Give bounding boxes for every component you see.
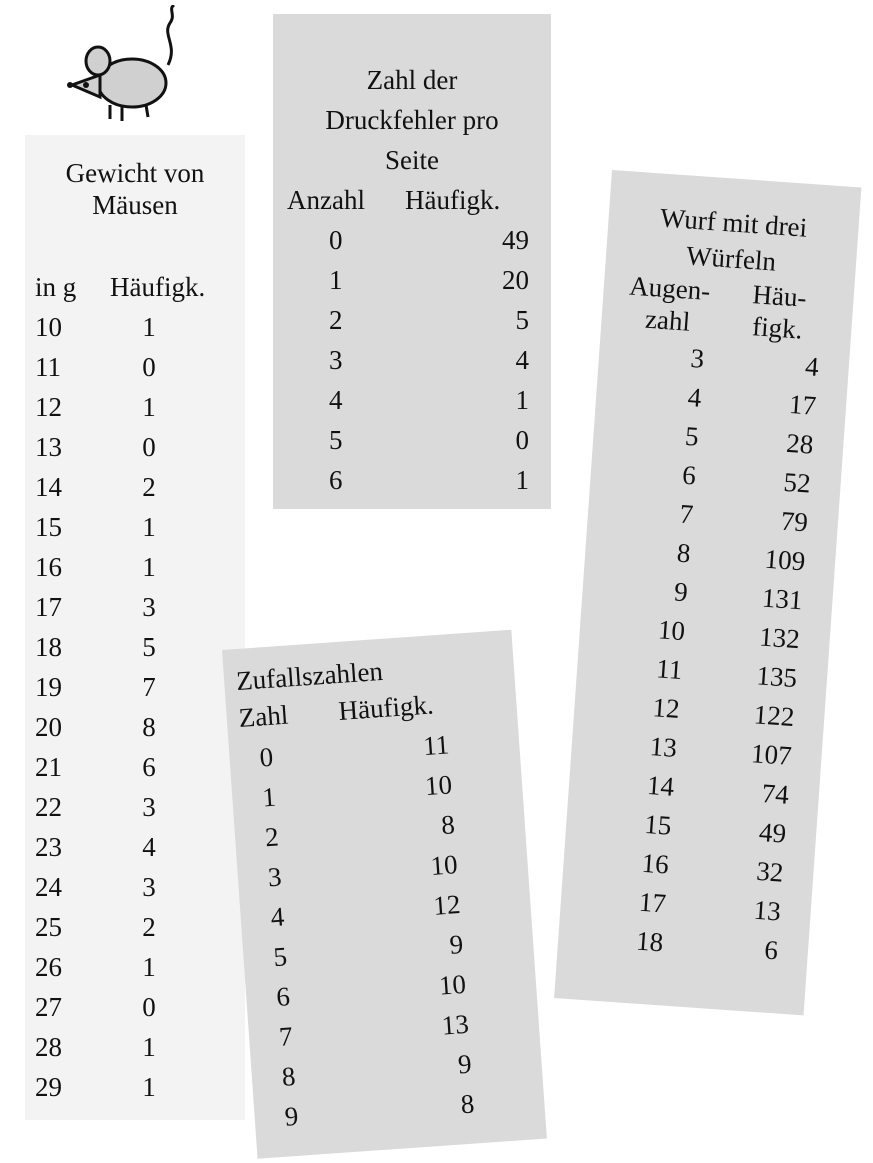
typo-title-line2: Druckfehler pro <box>325 105 499 135</box>
table-cell-value: 23 <box>35 832 62 862</box>
table-cell-value: 5 <box>684 420 700 452</box>
table-cell-value: 25 <box>35 912 62 942</box>
table-cell-value: 27 <box>35 992 62 1022</box>
table-row <box>35 507 245 547</box>
table-row <box>35 907 245 947</box>
table-cell-value: 19 <box>35 672 62 702</box>
typo-table-header <box>273 180 551 220</box>
table-cell-frequency: 5 <box>142 632 156 662</box>
table-cell-frequency: 49 <box>502 225 529 255</box>
table-cell-value: 7 <box>678 498 695 530</box>
table-cell-frequency: 4 <box>515 345 529 375</box>
table-cell-frequency: 0 <box>142 992 156 1022</box>
table-row <box>35 387 245 427</box>
table-cell-frequency: 1 <box>142 1032 156 1062</box>
table-cell-frequency: 0 <box>142 352 156 382</box>
table-cell-frequency: 3 <box>142 592 156 622</box>
table-cell-frequency: 6 <box>142 752 156 782</box>
table-cell-value: 17 <box>637 886 668 919</box>
table-cell-value: 18 <box>635 925 665 958</box>
table-cell-frequency: 1 <box>142 312 156 342</box>
table-cell-value: 13 <box>648 731 678 763</box>
dice-col-sum-line2: zahl <box>644 303 692 337</box>
table-cell-value: 5 <box>329 425 343 455</box>
mouse-table-title-line2: Mäusen <box>92 190 178 220</box>
table-cell-frequency: 8 <box>459 1088 476 1120</box>
table-cell-value: 5 <box>272 941 289 973</box>
random-table-rows <box>228 720 545 1139</box>
table-cell-frequency: 131 <box>760 582 804 616</box>
table-cell-value: 4 <box>269 901 286 933</box>
table-cell-frequency: 10 <box>437 968 467 1001</box>
table-cell-value: 7 <box>278 1021 294 1052</box>
table-cell-value: 3 <box>329 345 343 375</box>
table-cell-frequency: 4 <box>804 350 820 382</box>
table-row <box>35 707 245 747</box>
table-cell-value: 2 <box>264 821 280 853</box>
table-cell-value: 12 <box>651 692 681 724</box>
dice-col-frequency-line1: Häu- <box>751 279 808 313</box>
table-cell-frequency: 0 <box>142 432 156 462</box>
table-row <box>35 347 245 387</box>
table-cell-value: 9 <box>673 576 689 608</box>
random-number-table <box>222 630 547 1159</box>
table-cell-value: 8 <box>675 537 692 569</box>
table-cell-frequency: 1 <box>515 385 529 415</box>
table-row <box>35 1067 245 1107</box>
table-row <box>273 380 551 420</box>
table-row <box>35 1027 245 1067</box>
table-cell-value: 14 <box>646 769 676 802</box>
typo-col-frequency: Häufigk. <box>405 185 501 215</box>
table-cell-value: 24 <box>35 872 62 902</box>
table-cell-frequency: 10 <box>423 769 453 802</box>
table-cell-frequency: 8 <box>440 809 456 841</box>
table-cell-value: 15 <box>643 808 673 841</box>
table-cell-value: 16 <box>35 552 62 582</box>
table-cell-value: 17 <box>35 592 62 622</box>
table-cell-value: 21 <box>35 752 62 782</box>
table-cell-value: 14 <box>35 472 62 502</box>
random-col-frequency: Häufigk. <box>337 689 435 726</box>
typo-count-table <box>273 14 551 509</box>
table-row <box>273 220 551 260</box>
table-cell-value: 9 <box>283 1100 300 1132</box>
table-cell-value: 13 <box>35 432 62 462</box>
table-cell-value: 6 <box>329 465 343 495</box>
table-row <box>35 827 245 867</box>
table-cell-frequency: 1 <box>142 1072 156 1102</box>
table-cell-frequency: 109 <box>763 543 807 577</box>
table-cell-value: 6 <box>681 459 697 491</box>
table-cell-frequency: 132 <box>758 621 801 655</box>
table-cell-frequency: 1 <box>142 952 156 982</box>
table-row <box>35 547 245 587</box>
typo-title-line3: Seite <box>385 145 439 175</box>
dice-title-line2: Würfeln <box>685 240 778 277</box>
table-cell-frequency: 1 <box>515 465 529 495</box>
table-cell-value: 4 <box>329 385 343 415</box>
mouse-col-frequency: Häufigk. <box>110 272 206 302</box>
table-cell-frequency: 2 <box>142 912 156 942</box>
table-cell-frequency: 9 <box>456 1048 473 1080</box>
table-row <box>35 787 245 827</box>
table-cell-value: 12 <box>35 392 62 422</box>
table-row <box>273 340 551 380</box>
table-cell-value: 0 <box>258 741 275 773</box>
dice-table-rows <box>557 332 850 972</box>
table-cell-frequency: 6 <box>763 934 780 966</box>
table-cell-frequency: 79 <box>779 505 809 538</box>
table-row <box>273 460 551 500</box>
table-cell-frequency: 13 <box>752 894 782 927</box>
table-cell-value: 20 <box>35 712 62 742</box>
table-cell-frequency: 107 <box>750 738 793 771</box>
mouse-illustration <box>50 5 190 125</box>
mouse-table-title-line1: Gewicht von <box>65 158 205 188</box>
table-cell-value: 18 <box>35 632 62 662</box>
table-row <box>35 747 245 787</box>
table-cell-value: 3 <box>689 342 706 374</box>
table-cell-frequency: 1 <box>142 552 156 582</box>
typo-col-count: Anzahl <box>287 185 365 215</box>
dice-title-line1: Wurf mit drei <box>659 202 809 243</box>
table-cell-value: 28 <box>35 1032 62 1062</box>
table-cell-frequency: 10 <box>429 849 459 881</box>
table-cell-value: 26 <box>35 952 62 982</box>
mouse-weight-table <box>25 135 245 1120</box>
table-cell-value: 1 <box>261 781 277 813</box>
table-row <box>273 420 551 460</box>
table-cell-value: 22 <box>35 792 62 822</box>
typo-table-rows <box>273 220 551 500</box>
table-cell-frequency: 0 <box>515 425 529 455</box>
table-cell-frequency: 52 <box>782 466 812 499</box>
table-row <box>35 467 245 507</box>
table-cell-frequency: 17 <box>788 388 818 421</box>
random-title: Zufallszahlen <box>235 655 384 697</box>
table-cell-frequency: 13 <box>440 1008 470 1041</box>
dice-col-frequency-line2: figk. <box>751 311 804 345</box>
table-cell-frequency: 5 <box>515 305 529 335</box>
table-row <box>35 667 245 707</box>
table-cell-frequency: 11 <box>422 729 451 762</box>
table-row <box>35 587 245 627</box>
table-row <box>35 947 245 987</box>
table-cell-value: 1 <box>329 265 343 295</box>
table-cell-value: 8 <box>280 1060 297 1092</box>
table-cell-frequency: 7 <box>142 672 156 702</box>
table-cell-frequency: 2 <box>142 472 156 502</box>
table-cell-frequency: 28 <box>785 427 815 460</box>
table-row <box>35 427 245 467</box>
table-cell-value: 11 <box>35 352 61 382</box>
mouse-table-rows <box>25 307 245 1107</box>
table-row <box>273 260 551 300</box>
random-col-number: Zahl <box>237 699 290 733</box>
mouse-col-weight: in g <box>35 272 77 302</box>
table-cell-value: 16 <box>640 847 670 880</box>
table-row <box>273 300 551 340</box>
table-cell-frequency: 49 <box>758 816 788 849</box>
table-row <box>35 867 245 907</box>
table-cell-value: 4 <box>686 381 703 413</box>
table-cell-frequency: 9 <box>448 928 465 960</box>
table-cell-frequency: 12 <box>432 889 462 921</box>
table-row <box>35 627 245 667</box>
table-cell-value: 6 <box>275 981 291 1013</box>
table-cell-value: 0 <box>329 225 343 255</box>
typo-title-line1: Zahl der <box>366 65 458 95</box>
table-cell-frequency: 3 <box>142 792 156 822</box>
dice-col-sum-line1: Augen- <box>628 270 712 307</box>
table-cell-value: 10 <box>657 614 687 647</box>
table-cell-value: 2 <box>329 305 343 335</box>
table-cell-value: 15 <box>35 512 62 542</box>
table-cell-value: 3 <box>266 861 283 893</box>
table-cell-frequency: 122 <box>752 699 796 733</box>
table-cell-frequency: 3 <box>142 872 156 902</box>
table-cell-frequency: 135 <box>755 660 799 694</box>
table-cell-frequency: 32 <box>755 855 785 888</box>
table-cell-frequency: 1 <box>142 512 156 542</box>
table-cell-frequency: 20 <box>502 265 529 295</box>
table-cell-frequency: 1 <box>142 392 156 422</box>
table-cell-frequency: 8 <box>142 712 156 742</box>
table-cell-frequency: 4 <box>142 832 156 862</box>
table-cell-value: 29 <box>35 1072 62 1102</box>
table-row <box>35 987 245 1027</box>
table-cell-value: 10 <box>35 312 62 342</box>
mouse-table-header <box>25 267 245 307</box>
table-cell-frequency: 74 <box>760 778 790 810</box>
table-cell-value: 11 <box>655 653 684 686</box>
table-row <box>35 307 245 347</box>
dice-roll-table <box>554 170 861 1015</box>
